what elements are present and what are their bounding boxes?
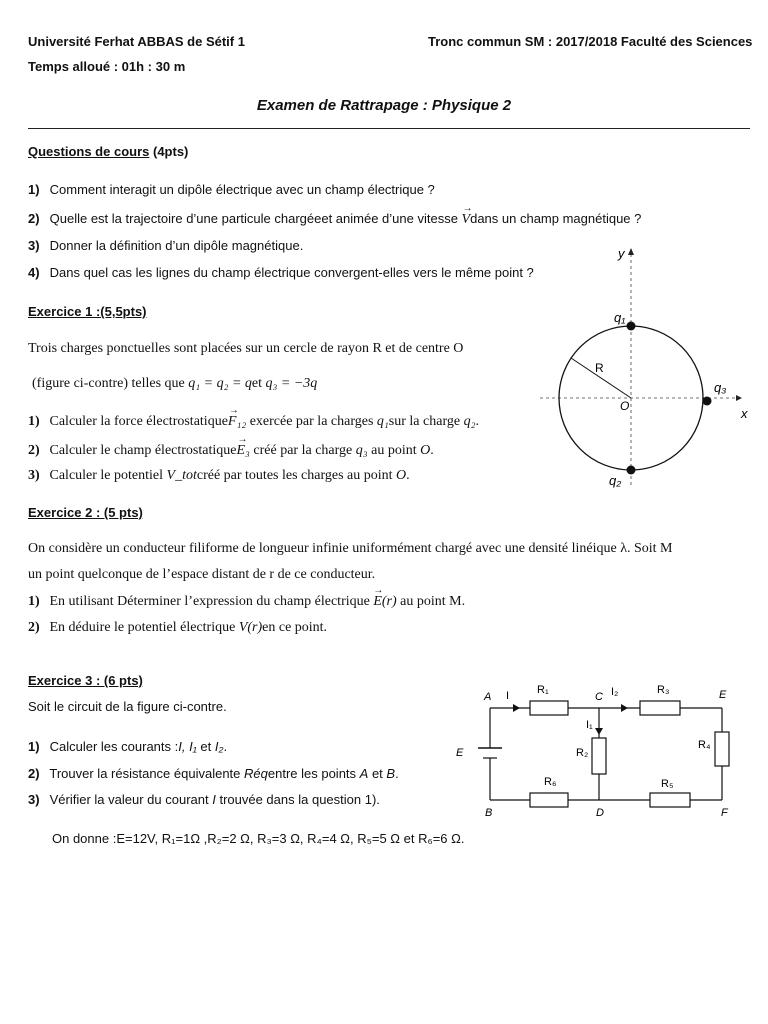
x-arrow-icon	[736, 395, 742, 401]
node-d-label: D	[596, 807, 604, 819]
charge-q1-dot	[627, 322, 636, 331]
q1-label: q₁	[614, 310, 626, 325]
current-i2-arrow-icon	[621, 704, 628, 712]
r6-label: R₆	[544, 776, 557, 788]
q2-label: q₂	[609, 473, 622, 488]
r4-label: R₄	[698, 739, 711, 751]
r2-label: R₂	[576, 747, 589, 759]
node-b-label: B	[485, 807, 493, 819]
cours-question-2: 2) Quelle est la trajectoire d’une particule chargéeet animée d’une vitesse → Vdans un champ magnétique ?	[28, 203, 642, 227]
ex2-heading: Exercice 2 : (5 pts)	[28, 505, 143, 520]
charge-q2-dot	[627, 466, 636, 475]
x-axis-label: x	[741, 406, 748, 421]
node-e-label: E	[719, 689, 727, 701]
ex3-given-values: On donne :E=12V, R₁=1Ω ,R₂=2 Ω, R₃=3 Ω, R₄=4 Ω, R₅=5 Ω et R₆=6 Ω.	[52, 831, 465, 846]
cours-heading: Questions de cours (4pts)	[28, 144, 189, 159]
ex3-statement: Soit le circuit de la figure ci-contre.	[28, 699, 227, 714]
ex1-question-2: 2) Calculer le champ électrostatique → E₃ créé par la charge q₃ au point O.	[28, 434, 434, 458]
ex2-question-2: 2) En déduire le potentiel électrique V(r)en ce point.	[28, 620, 328, 635]
ex1-question-3: 3) Calculer le potentiel V_totcréé par toutes les charges au point O.	[28, 468, 410, 483]
node-f-label: F	[721, 807, 728, 819]
charges-circle-figure	[530, 240, 760, 500]
university-name: Université Ferhat ABBAS de Sétif 1	[28, 34, 245, 49]
ex2-question-1: 1) En utilisant Déterminer l’expression du champ électrique → E(r) au point M.	[28, 585, 466, 609]
q3-label: q₃	[714, 380, 727, 395]
y-arrow-icon	[628, 248, 634, 255]
origin-label: O	[620, 399, 630, 413]
radius-label: R	[595, 361, 604, 375]
r3-label: R₃	[657, 684, 670, 696]
cours-question-3: 3) Donner la définition d’un dipôle magnétique.	[28, 238, 304, 253]
ex1-question-1: 1) Calculer la force électrostatique → F₁₂ exercée par la charges q₁sur la charge q₂.	[28, 405, 479, 429]
cours-question-4: 4) Dans quel cas les lignes du champ électrique convergent-elles vers le même point ?	[28, 265, 534, 280]
resistor-r1	[530, 701, 568, 715]
ex1-statement-line2: (figure ci-contre) telles que q₁ = q₂ = qet q₃ = −3q	[32, 376, 318, 391]
ex3-question-1: 1) Calculer les courants :I, I₁ et I₂.	[28, 739, 228, 754]
ex1-heading: Exercice 1 :(5,5pts)	[28, 304, 147, 319]
resistor-r2	[592, 738, 606, 774]
ex1-statement-line1: Trois charges ponctuelles sont placées sur un cercle de rayon R et de centre O	[28, 341, 464, 356]
circuit-figure	[450, 676, 750, 826]
emf-label: E	[456, 747, 464, 759]
ex3-question-2: 2) Trouver la résistance équivalente Réqentre les points A et B.	[28, 766, 399, 781]
axes	[540, 254, 742, 485]
exam-title: Examen de Rattrapage : Physique 2	[256, 97, 512, 114]
current-i1-arrow-icon	[595, 728, 603, 735]
time-allowed: Temps alloué : 01h : 30 m	[28, 59, 186, 74]
resistor-r6	[530, 793, 568, 807]
ex3-question-3: 3) Vérifier la valeur du courant I trouvée dans la question 1).	[28, 792, 380, 807]
cours-question-1: 1) Comment interagit un dipôle électrique avec un champ électrique ?	[28, 182, 435, 197]
node-a-label: A	[484, 691, 492, 703]
current-i1-label: I₁	[586, 719, 593, 731]
r5-label: R₅	[661, 778, 674, 790]
course-info: Tronc commun SM : 2017/2018 Faculté des Sciences	[428, 34, 753, 49]
current-i-label: I	[506, 690, 510, 702]
charge-q3-dot	[703, 397, 712, 406]
resistor-r4	[715, 732, 729, 766]
velocity-symbol: → V	[461, 203, 473, 227]
current-i2-label: I₂	[611, 686, 619, 698]
circuit-wires	[490, 701, 729, 807]
resistor-r3	[640, 701, 680, 715]
ex2-statement-line1: On considère un conducteur filiforme de longueur infinie uniformément chargé avec une densité linéique λ. Soit M	[28, 541, 673, 556]
ex2-statement-line2: un point quelconque de l’espace distant de r de ce conducteur.	[28, 567, 376, 582]
resistor-r5	[650, 793, 690, 807]
node-c-label: C	[595, 691, 603, 703]
current-i-arrow-icon	[513, 704, 520, 712]
title-divider	[28, 128, 750, 129]
y-axis-label: y	[618, 246, 625, 261]
r1-label: R₁	[537, 684, 549, 696]
ex3-heading: Exercice 3 : (6 pts)	[28, 673, 143, 688]
